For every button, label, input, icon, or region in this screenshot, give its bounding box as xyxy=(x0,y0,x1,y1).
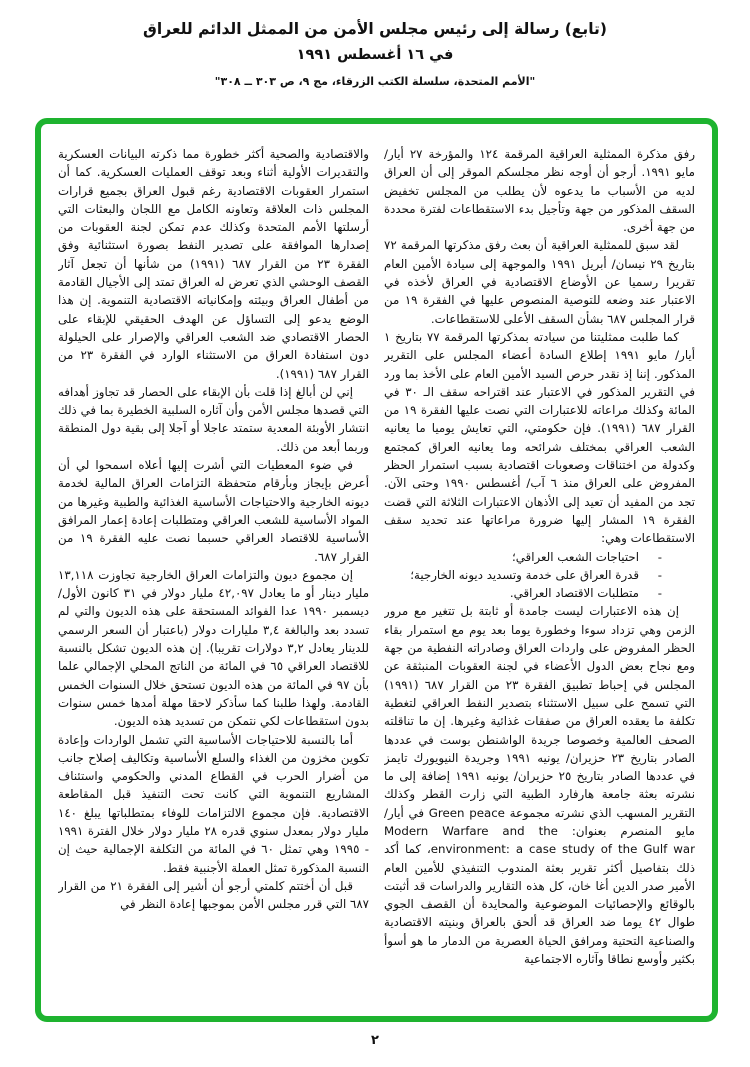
paragraph: لقد سبق للممثلية العراقية أن بعث رفق مذكرتها المرقمة ٧٢ بتاريخ ٢٩ نيسان/ أبريل ١٩٩١ والموجهة إلى سيادة الأمين العام تقريرا رسميا عن الأوضاع الاقتصادية في العراق لأخذه في الاعتبار عند وضعه للتوصية المنصوص عليها في الفقرة ١٩ من قرار المجلس ٦٨٧ بشأن السقف الأعلى للاستقطاعات. xyxy=(384,238,695,326)
text-column-left xyxy=(58,145,369,1002)
dash-marker: - xyxy=(657,567,662,582)
paragraph: كما طلبت ممثليتنا من سيادته بمذكرتها المرقمة ٧٧ بتاريخ ١ أيار/ مايو ١٩٩١ إطلاع السادة أعضاء المجلس على التقرير المذكور. إننا إذ نقدر حرص السيد الأمين العام على الأخذ بما ورد في التقرير المذكور في الاعتبار عند اقتراحه سقف الـ ٣٠ في المائة وكذلك مراعاته للاعتبارات التي نصت عليها الفقرة ١٩ من القرار ٦٨٧ (١٩٩١). فإن حكومتي، التي تعايش يوميا ما يعانيه الشعب العراقي بمختلف شرائحه وما يعانيه العراق كمجتمع وكدولة من اختناقات وصعوبات اقتصادية بسبب استمرار الحظر المفروض على العراق منذ ٦ آب/ أغسطس ١٩٩٠ وحتى الآن. تجد من المفيد أن تعيد إلى الأذهان الاعتبارات الثلاثة التي قضت الفقرة ١٩ المشار إليها ضرورة مراعاتها عند تحديد سقف الاستقطاعات وهي: xyxy=(384,329,695,546)
paragraph: قبل أن أختتم كلمتي أرجو أن أشير إلى الفقرة ٢١ من القرار ٦٨٧ التي قرر مجلس الأمن بموجبها إعادة النظر في xyxy=(58,878,369,912)
list-item-text: قدرة العراق على خدمة وتسديد ديونه الخارجية؛ xyxy=(410,567,639,582)
dash-marker: - xyxy=(657,586,662,601)
paragraph: إن مجموع ديون والتزامات العراق الخارجية تجاوزت ١٣,١١٨ مليار دينار أو ما يعادل ٤٢,٠٩٧ مليار دولار في ٣١ كانون الأول/ ديسمبر ١٩٩٠ عدا الفوائد المستحقة على هذه الديون والتي لم تسدد بعد والبالغة ٣,٤ مليارات دولار (باعتبار أن السعر الرسمي للدينار يعادل ٣,٢ دولارات تقريبا). إن هذه الديون تشكل بالنسبة للاقتصاد العراقي ٦٥ في المائة من الناتج المحلي الإجمالي علما بأن ٩٧ في المائة من هذه الديون تستحق خلال السنوات الخمس القادمة. ولهذا طلبنا كما سأذكر لاحقا مهلة أمدها خمس سنوات بدون استقطاعات لكي نتمكن من تسديد هذه الديون. xyxy=(58,567,369,729)
letter-date: في ١٦ أغسطس ١٩٩١ xyxy=(296,47,454,63)
list-item xyxy=(384,566,695,584)
paragraph: إني لن أبالغ إذا قلت بأن الإبقاء على الحصار قد تجاوز أهدافه التي قصدها مجلس الأمن وأن آثاره السلبية الخطيرة بما في ذلك انتشار الأوبئة المعدية ستمتد عاجلا أو آجلا إلى بقية دول المنطقة وربما أبعد من ذلك. xyxy=(58,384,369,454)
dash-marker: - xyxy=(657,549,662,564)
list-item-text: متطلبات الاقتصاد العراقي. xyxy=(509,586,639,601)
paragraph: رفق مذكرة الممثلية العراقية المرقمة ١٢٤ والمؤرخة ٢٧ أيار/ مايو ١٩٩١. أرجو أن أوجه نظر مجلسكم الموقر إلى أن العراق لديه من الأسباب ما يدعوه لأن يطلب من المجلس تخفيض السقف المذكور من جهة وتأجيل بدء الاستقطاعات لفترة محددة من جهة أخرى. xyxy=(384,147,695,235)
text-column-right xyxy=(384,145,695,1002)
paragraph: أما بالنسبة للاحتياجات الأساسية التي تشمل الواردات وإعادة تكوين مخزون من الغذاء والسلع الأساسية وتكاليف إصلاح جانب من أضرار الحرب في القطاع المدني والحكومي واستئناف المشاريع التنموية التي كانت تحت التنفيذ قبل المقاطعة الاقتصادية. فإن مجموع الالتزامات للوفاء بمتطلباتها يبلغ ١٤٠ مليار دولار بمعدل سنوي قدره ٢٨ مليار دولار خلال الفترة ١٩٩١ - ١٩٩٥ وهي تمثل ٦٠ في المائة من التكلفة الإجمالية حيث إن النسبة المذكورة تمثل العملة الأجنبية فقط. xyxy=(58,732,369,875)
two-column-body xyxy=(41,124,712,1016)
page-number: ٢ xyxy=(371,1033,379,1048)
considerations-list xyxy=(384,548,695,603)
source-citation: "الأمم المتحدة، سلسلة الكتب الزرقاء، مج ٩، ص ٣٠٣ ــ ٣٠٨" xyxy=(214,75,536,88)
green-border-frame xyxy=(35,118,718,1022)
paragraph: والاقتصادية والصحية أكثر خطورة مما ذكرته البيانات العسكرية والتقديرات الأولية أثناء وبعد توقف العمليات العسكرية. كما أن استمرار العقوبات الاقتصادية رغم قبول العراق بجميع قرارات المجلس ذات العلاقة وتعاونه الكامل مع اللجان والبعثات التي أرسلتها الأمم المتحدة وكذلك عدم تمكن لجنة العقوبات من إصدارها الموافقة على تصدير النفط بصورة استثنائية وفق الفقرة ٢٣ من القرار ٦٨٧ (١٩٩١) من شأنها أن تجعل آثار القصف الوحشي الذي تعرض له العراق تمتد إلى الأجيال القادمة من أطفال العراق وبيئته وإمكانياته الاقتصادية التنموية. إن هذا الوضع يدعو إلى التساؤل عن الهدف الحقيقي للإبقاء على الحصار الاقتصادي ضد الشعب العراقي والإصرار على الحيلولة دون استفادة العراق من الاستثناء الوارد في الفقرة ٢٣ من القرار ٦٨٧ (١٩٩١). xyxy=(58,147,369,381)
page-header xyxy=(0,20,750,88)
list-item xyxy=(384,548,695,566)
letter-title: (تابع) رسالة إلى رئيس مجلس الأمن من الممثل الدائم للعراق xyxy=(143,20,607,38)
paragraph: في ضوء المعطيات التي أشرت إليها أعلاه اسمحوا لي أن أعرض بإيجاز وبأرقام متحفظة التزامات العراق المالية لخدمة ديونه الخارجية والاحتياجات الأساسية الغذائية والطبية وغيرها من المواد الأساسية للشعب العراقي ومتطلبات إعادة إعمار المرافق الأساسية للاقتصاد العراقي حسبما نصت عليه الفقرة ١٩ من القرار ٦٨٧. xyxy=(58,458,369,564)
list-item-text: احتياجات الشعب العراقي؛ xyxy=(511,549,639,564)
list-item xyxy=(384,584,695,602)
paragraph: إن هذه الاعتبارات ليست جامدة أو ثابتة بل تتغير مع مرور الزمن وهي تزداد سوءا وخطورة يوما بعد يوم مع استمرار بقاء الحظر المفروض على واردات العراق وصادراته النفطية من جهة ومع نجاح بعض الدول الأعضاء في لجنة العقوبات المنبثقة عن المجلس في إحباط تطبيق الفقرة ٢٣ من القرار ٦٨٧ (١٩٩١) التي تسمح على سبيل الاستثناء بتصدير النفط العراقي لتغطية تكلفة ما يعقده العراق من صفقات غذائية وغيرها. إن ما تناقلته الصحف العالمية وخصوصا جريدة الواشنطن بوست في عددها الصادر بتاريخ ٢٣ حزيران/ يونيه ١٩٩١ وجريدة النيويورك تايمز في عددها الصادر بتاريخ ٢٥ حزيران/ يونيه ١٩٩١ إضافة إلى ما نشرته بعثة جامعة هارفارد الطبية التي زارت القطر وكذلك التقرير المسهب الذي نشرته مجموعة Green peace في أيار/ مايو المنصرم بعنوان: Modern Warfare and the environment: a case study of the Gulf war، كما أكد ذلك بتفاصيل أكثر تقرير بعثة المندوب التنفيذي للأمين العام الأمير صدر الدين أغا خان، كل هذه التقارير والدراسات قد أثبتت بالوقائع والإحصائيات الموضوعية والمحايدة أن القصف الجوي طوال ٤٢ يوما ضد العراق قد ألحق بالعراق وبنيته الاقتصادية والصناعية التحتية ومرافق الحياة العصرية من الدمار ما هو أسوأ بكثير وأوسع نطاقا وآثاره الاجتماعية xyxy=(384,604,695,967)
